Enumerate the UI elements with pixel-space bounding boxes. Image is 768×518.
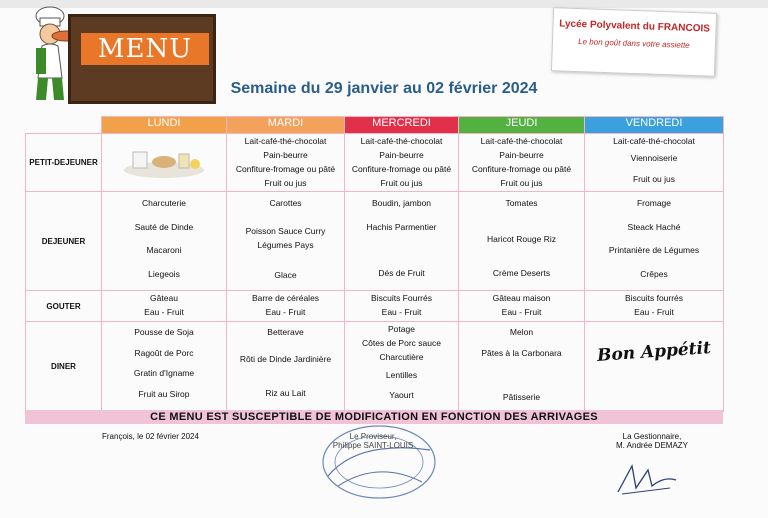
cell-gouter-vendredi	[585, 291, 724, 322]
list-item: Côtes de Porc sauce	[362, 338, 441, 348]
list-item: Crème Deserts	[492, 268, 551, 278]
list-item: Ragoût de Porc	[134, 347, 194, 358]
list-item: Lait-café-thé-chocolat	[360, 136, 443, 146]
cell-petit-dejeuner-mercredi	[345, 134, 459, 192]
list-item: Carottes	[269, 198, 302, 208]
list-item: Fruit ou jus	[264, 178, 307, 188]
list-item: Gâteau maison	[492, 293, 551, 303]
list-item: Biscuits Fourrés	[371, 293, 432, 303]
list-item: Gratin d'Igname	[133, 368, 195, 378]
list-item: Glace	[274, 269, 297, 280]
list-item: Pain-beurre	[263, 150, 308, 160]
list-item: Lait-café-thé-chocolat	[613, 136, 695, 146]
cell-petit-dejeuner-mardi	[227, 134, 345, 192]
list-item: Barre de céréales	[251, 293, 320, 303]
week-title: Semaine du 29 janvier au 02 février 2024	[230, 80, 538, 97]
cell-diner-jeudi	[459, 322, 585, 412]
day-header-jeudi: JEUDI	[459, 117, 585, 134]
list-item: Charcuterie	[142, 198, 186, 208]
cell-petit-dejeuner-lundi	[102, 134, 227, 192]
list-item: Haricot Rouge Riz	[487, 233, 556, 244]
bon-appetit-script: Bon Appétit	[596, 338, 712, 366]
menu-board-title: MENU	[81, 33, 209, 65]
table-row	[26, 322, 724, 412]
list-item: Sauté de Dinde	[134, 221, 194, 232]
list-item: Pâtes à la Carbonara	[481, 347, 562, 358]
menu-table	[25, 116, 724, 412]
list-item: Confiture-fromage ou pâté	[471, 164, 572, 174]
list-item: Pain-beurre	[499, 150, 544, 160]
list-item: Dés de Fruit	[378, 268, 425, 278]
list-item: Fromage	[636, 198, 671, 208]
list-item: Confiture-fromage ou pâté	[235, 164, 336, 174]
list-item: Eau - Fruit	[144, 307, 184, 317]
list-item: Yaourt	[389, 390, 414, 400]
meal-label-dejeuner: DEJEUNER	[26, 192, 102, 291]
list-item: Riz au Lait	[265, 388, 306, 398]
cell-dejeuner-vendredi	[585, 192, 724, 291]
cell-diner-lundi	[102, 322, 227, 412]
table-corner	[26, 117, 102, 134]
date-line: François, le 02 février 2024	[102, 432, 199, 441]
cell-dejeuner-mercredi	[345, 192, 459, 291]
list-item: Fruit ou jus	[380, 178, 423, 188]
school-name: Lycée Polyvalent du FRANCOIS	[559, 18, 711, 35]
cell-diner-mardi	[227, 322, 345, 412]
cell-gouter-lundi	[102, 291, 227, 322]
cell-gouter-mardi	[227, 291, 345, 322]
table-header-row	[26, 117, 724, 134]
cell-petit-dejeuner-vendredi	[585, 134, 724, 192]
day-header-vendredi: VENDREDI	[585, 117, 724, 134]
list-item: Steack Haché	[627, 221, 681, 232]
day-header-mardi: MARDI	[227, 117, 345, 134]
list-item: Melon	[509, 327, 534, 337]
list-item: Hachis Parmentier	[366, 221, 437, 232]
breakfast-image	[119, 140, 209, 180]
list-item: Fruit au Sirop	[138, 388, 190, 399]
list-item: Lait-café-thé-chocolat	[480, 136, 563, 146]
gestionnaire-signature	[612, 458, 682, 500]
table-row	[26, 291, 724, 322]
meal-label-petit-dejeuner: PETIT-DEJEUNER	[26, 134, 102, 192]
gestionnaire-title: La Gestionnaire,	[622, 432, 682, 441]
list-item: Eau - Fruit	[265, 307, 306, 317]
gestionnaire-name: M. Andrée DEMAZY	[615, 441, 689, 450]
proviseur-block	[318, 432, 428, 450]
table-row	[26, 192, 724, 291]
modification-notice: CE MENU EST SUSCEPTIBLE DE MODIFICATION EN FONCTION DES ARRIVAGES	[25, 410, 723, 424]
table-row	[26, 134, 724, 192]
list-item: Viennoiserie	[630, 153, 678, 163]
list-item: Eau - Fruit	[381, 307, 422, 317]
meal-label-diner: DINER	[26, 322, 102, 412]
list-item: Crêpes	[640, 268, 668, 279]
cell-diner-vendredi	[585, 322, 724, 412]
proviseur-name: Philippe SAINT-LOUIS	[332, 441, 414, 450]
list-item: Rôti de Dinde Jardinière	[239, 353, 332, 364]
list-item: Liegeois	[148, 268, 180, 279]
cell-gouter-jeudi	[459, 291, 585, 322]
list-item: Eau - Fruit	[634, 307, 674, 317]
list-item: Confiture-fromage ou pâté	[351, 164, 452, 174]
meal-label-gouter: GOUTER	[26, 291, 102, 322]
list-item: Pousse de Soja	[134, 327, 194, 337]
list-item: Betterave	[267, 327, 304, 337]
day-header-lundi: LUNDI	[102, 117, 227, 134]
day-header-mercredi: MERCREDI	[345, 117, 459, 134]
proviseur-title: Le Proviseur,	[349, 432, 397, 441]
list-item: Lait-café-thé-chocolat	[244, 136, 327, 146]
school-slogan: Le bon goût dans votre assiette	[577, 37, 690, 50]
list-item: Boudin, jambon	[371, 198, 432, 208]
list-item: Eau - Fruit	[501, 307, 542, 317]
school-card	[551, 7, 717, 77]
list-item: Fruit ou jus	[632, 174, 676, 184]
cell-dejeuner-jeudi	[459, 192, 585, 291]
list-item: Fruit ou jus	[500, 178, 543, 188]
gestionnaire-block	[592, 432, 712, 450]
list-item: Poisson Sauce Curry	[245, 225, 326, 236]
list-item: Pâtisserie	[502, 392, 541, 402]
cell-gouter-mercredi	[345, 291, 459, 322]
list-item: Lentilles	[385, 370, 418, 380]
list-item: Charcutière	[379, 352, 424, 362]
list-item: Gâteau	[150, 293, 178, 303]
cell-petit-dejeuner-jeudi	[459, 134, 585, 192]
cell-dejeuner-mardi	[227, 192, 345, 291]
list-item: Légumes Pays	[257, 239, 314, 250]
list-item: Pain-beurre	[379, 150, 424, 160]
list-item: Tomates	[505, 198, 538, 208]
list-item: Potage	[388, 324, 415, 334]
cell-diner-mercredi	[345, 322, 459, 412]
list-item: Biscuits fourrés	[624, 293, 684, 303]
cell-dejeuner-lundi	[102, 192, 227, 291]
top-bar	[0, 0, 768, 8]
list-item: Printanière de Légumes	[608, 245, 700, 255]
list-item: Macaroni	[146, 245, 182, 255]
